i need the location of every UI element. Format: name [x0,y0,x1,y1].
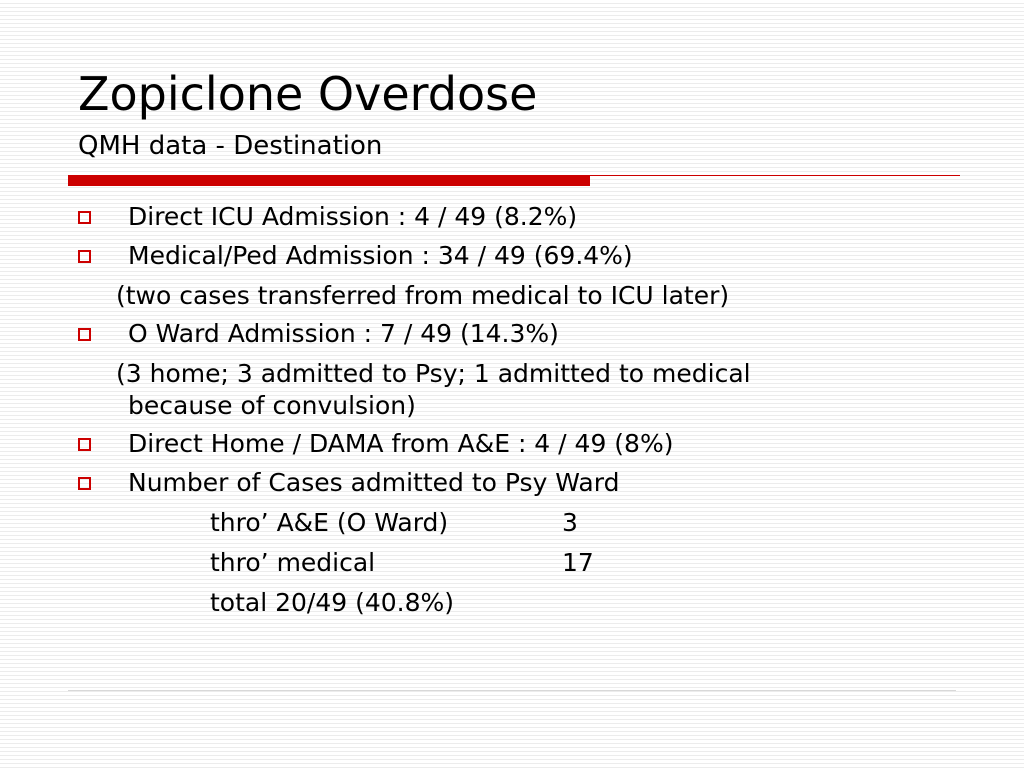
square-bullet-icon [78,211,91,224]
square-bullet-icon [78,438,91,451]
psy-row-ae-value: 3 [562,508,578,537]
bullet-text-oward: O Ward Admission : 7 / 49 (14.3%) [128,319,559,348]
square-bullet-icon [78,250,91,263]
note-oward-line1: (3 home; 3 admitted to Psy; 1 admitted to medical [116,359,751,388]
bullet-text-medical: Medical/Ped Admission : 34 / 49 (69.4%) [128,241,633,270]
psy-row-total: total 20/49 (40.8%) [210,588,455,617]
psy-row-medical-value: 17 [562,548,594,577]
slide-subtitle: QMH data - Destination [78,131,383,161]
title-underline-thick [68,175,590,186]
slide-title: Zopiclone Overdose [78,67,538,121]
square-bullet-icon [78,328,91,341]
footer-divider [68,690,956,691]
note-oward-line2: because of convulsion) [128,391,416,420]
square-bullet-icon [78,477,91,490]
bullet-text-psy: Number of Cases admitted to Psy Ward [128,468,620,497]
psy-row-medical-label: thro’ medical [210,548,376,577]
psy-row-ae-label: thro’ A&E (O Ward) [210,508,449,537]
bullet-text-icu: Direct ICU Admission : 4 / 49 (8.2%) [128,202,578,231]
title-underline-thin [590,175,960,176]
bullet-text-home: Direct Home / DAMA from A&E : 4 / 49 (8%) [128,429,674,458]
note-medical-transfer: (two cases transferred from medical to ICU later) [116,281,730,310]
